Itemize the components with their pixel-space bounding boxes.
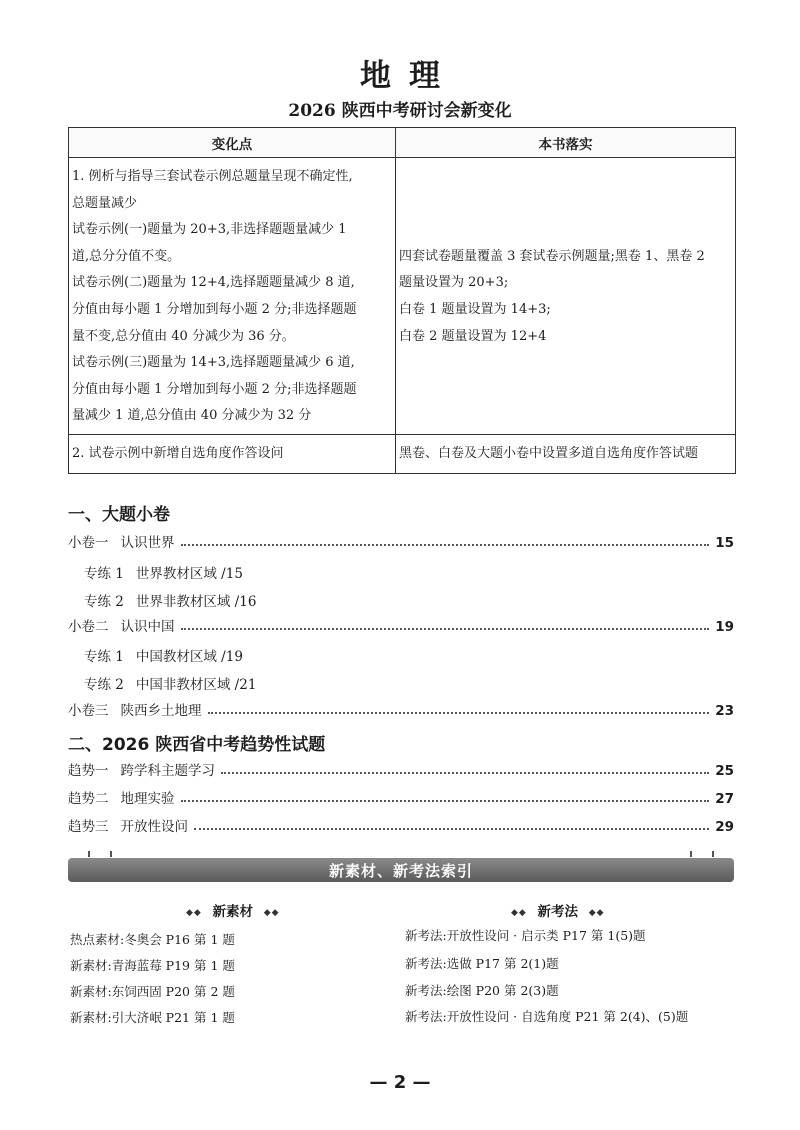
index-heading-materials: ◆◆ 新素材 ◆◆ <box>186 904 280 920</box>
cell-line: 量不变,总分值由 40 分减少为 36 分。 <box>72 328 295 344</box>
toc-entry-qs2[interactable] <box>68 787 734 807</box>
changes-table <box>68 127 736 474</box>
toc-name: 陕西乡土地理 <box>120 703 202 719</box>
cell-line: 分值由每小题 1 分增加到每小题 2 分;非选择题题 <box>72 381 357 397</box>
method-item: 新考法:绘图 P20 第 2(3)题 <box>405 983 559 998</box>
toc-subentry[interactable]: 专练 2 世界非教材区域 /16 <box>84 594 257 610</box>
row2-change-cell: 2. 试卷示例中新增自选角度作答设问 <box>69 434 396 473</box>
table-header-row <box>69 128 736 158</box>
leader-dots <box>221 771 709 774</box>
toc-entry-xj1[interactable] <box>68 531 734 551</box>
page-number: — 2 — <box>369 1072 431 1093</box>
diamond-ornament: ◆◆ <box>511 908 527 918</box>
toc-label: 小卷三 <box>68 703 109 719</box>
toc-entry-xj2[interactable] <box>68 615 734 635</box>
row2-implementation-cell: 黑卷、白卷及大题小卷中设置多道自选角度作答试题 <box>396 434 736 473</box>
page-title: 地理 <box>360 58 458 94</box>
toc-page: 29 <box>715 819 734 835</box>
toc-subentry[interactable]: 专练 2 中国非教材区域 /21 <box>84 677 257 693</box>
toc-page: 23 <box>715 703 734 719</box>
cell-line: 总题量减少 <box>72 195 138 211</box>
toc-entry-qs3[interactable] <box>68 815 734 835</box>
page-subtitle: 2026 陕西中考研讨会新变化 <box>288 101 512 121</box>
cell-line: 四套试卷题量覆盖 3 套试卷示例题量;黑卷 1、黑卷 2 <box>399 248 705 264</box>
leader-dots <box>181 543 710 546</box>
diamond-ornament: ◆◆ <box>263 908 280 918</box>
col-header-implementation: 本书落实 <box>396 128 736 158</box>
material-item: 新素材:东饲西固 P20 第 2 题 <box>70 984 235 999</box>
row1-change-cell <box>69 158 396 435</box>
cell-line: 白卷 1 题量设置为 14+3; <box>399 301 551 317</box>
col-header-change: 变化点 <box>69 128 396 158</box>
leader-dots <box>194 827 709 830</box>
toc-label: 趋势一 <box>68 763 109 779</box>
toc-name: 开放性设问 <box>120 819 188 835</box>
toc-subentry[interactable]: 专练 1 世界教材区域 /15 <box>84 566 243 582</box>
toc-page: 27 <box>715 791 734 807</box>
toc-label: 趋势三 <box>68 819 109 835</box>
cell-line: 题量设置为 20+3; <box>399 275 509 291</box>
index-heading-methods: ◆◆ 新考法 ◆◆ <box>511 904 605 920</box>
banner-ornament <box>88 851 112 857</box>
toc-page: 19 <box>715 619 734 635</box>
cell-line: 试卷示例(一)题量为 20+3,非选择题题量减少 1 <box>72 222 347 238</box>
cell-line: 试卷示例(二)题量为 12+4,选择题题量减少 8 道, <box>72 275 355 291</box>
toc-entry-xj3[interactable] <box>68 699 734 719</box>
table-row <box>69 434 736 473</box>
cell-line: 量减少 1 道,总分值由 40 分减少为 32 分 <box>72 408 312 424</box>
material-item: 新素材:青海蓝莓 P19 第 1 题 <box>70 958 235 973</box>
toc-name: 认识中国 <box>120 619 175 635</box>
leader-dots <box>208 711 710 714</box>
banner-title: 新素材、新考法索引 <box>328 862 473 880</box>
cell-line: 道,总分分值不变。 <box>72 248 181 264</box>
method-item: 新考法:选做 P17 第 2(1)题 <box>405 956 559 971</box>
leader-dots <box>181 627 710 630</box>
toc-page: 25 <box>715 763 734 779</box>
toc-label: 小卷二 <box>68 619 109 635</box>
row1-implementation-cell <box>396 158 736 435</box>
method-item: 新考法:开放性设问 · 自选角度 P21 第 2(4)、(5)题 <box>405 1009 689 1024</box>
toc-page: 15 <box>715 535 734 551</box>
cell-line: 1. 例析与指导三套试卷示例总题量呈现不确定性, <box>72 169 353 184</box>
diamond-ornament: ◆◆ <box>588 908 605 918</box>
toc-label: 趋势二 <box>68 791 109 807</box>
toc-entry-qs1[interactable] <box>68 759 734 779</box>
cell-line: 分值由每小题 1 分增加到每小题 2 分;非选择题题 <box>72 301 357 317</box>
banner-ornament <box>690 851 714 857</box>
toc-label: 小卷一 <box>68 535 109 551</box>
material-item: 热点素材:冬奥会 P16 第 1 题 <box>70 932 235 947</box>
toc-name: 地理实验 <box>120 791 175 807</box>
index-banner <box>68 858 734 882</box>
toc-name: 认识世界 <box>120 535 175 551</box>
table-row <box>69 158 736 435</box>
leader-dots <box>181 799 710 802</box>
toc-subentry[interactable]: 专练 1 中国教材区域 /19 <box>84 649 243 665</box>
method-item: 新考法:开放性设问 · 启示类 P17 第 1(5)题 <box>405 928 646 943</box>
toc-name: 跨学科主题学习 <box>120 763 215 779</box>
material-item: 新素材:引大济岷 P21 第 1 题 <box>70 1010 235 1025</box>
section-heading-2: 二、2026 陕西省中考趋势性试题 <box>68 735 326 755</box>
diamond-ornament: ◆◆ <box>186 908 202 918</box>
cell-line: 试卷示例(三)题量为 14+3,选择题题量减少 6 道, <box>72 355 355 371</box>
section-heading-1: 一、大题小卷 <box>68 505 170 525</box>
cell-line: 白卷 2 题量设置为 12+4 <box>399 328 547 344</box>
